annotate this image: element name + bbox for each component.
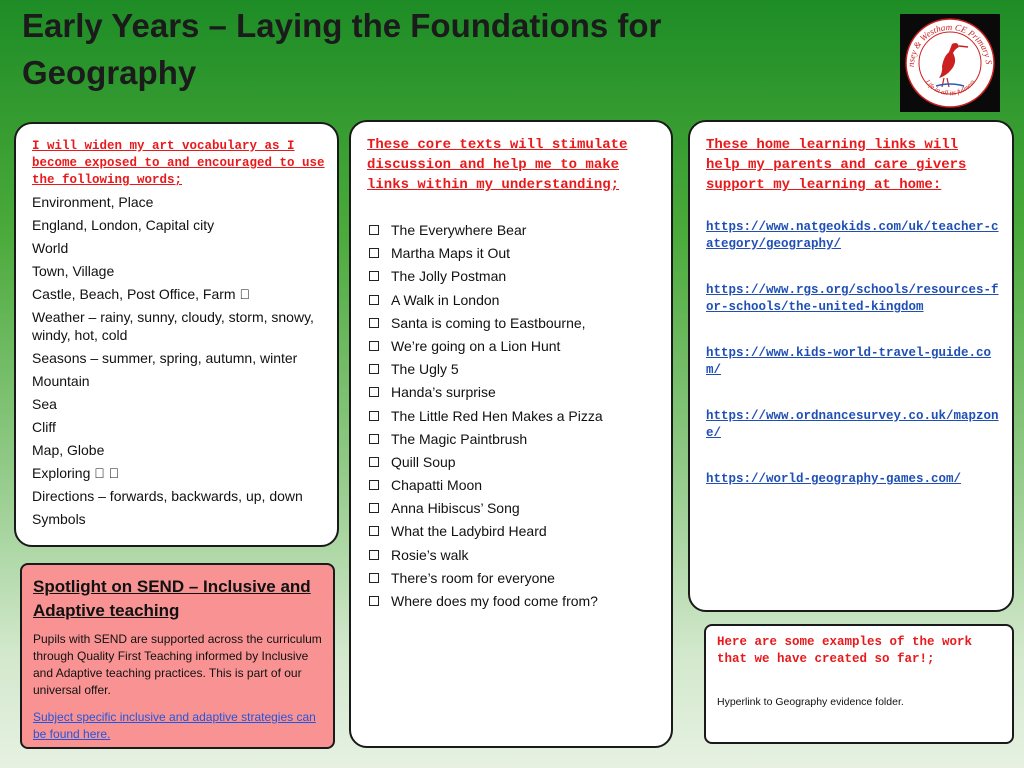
vocabulary-list: [32, 193, 327, 528]
core-texts-panel: [349, 120, 673, 748]
heron-crest-icon: [900, 14, 1000, 112]
vocabulary-item: Cliff: [32, 419, 56, 435]
logo-school-name: nsey & Westham CE Primary S: [905, 21, 995, 68]
book-item: [367, 476, 659, 494]
book-item: [367, 383, 659, 401]
logo-motto: Life in all its fullness: [923, 78, 977, 98]
checkbox-icon: [369, 364, 379, 374]
checkbox-icon: [369, 457, 379, 467]
book-title: Quill Soup: [391, 453, 456, 470]
send-spotlight-panel: [20, 563, 335, 749]
checkbox-icon: [369, 225, 379, 235]
core-texts-heading: These core texts will stimulate discussion and help me to make links within my understanding;: [367, 137, 628, 193]
vocabulary-item: Environment, Place: [32, 194, 154, 210]
book-title: There’s room for everyone: [391, 569, 555, 586]
vocabulary-item: Symbols: [32, 511, 86, 527]
vocabulary-item: Castle, Beach, Post Office, Farm: [32, 286, 236, 302]
vocabulary-item: England, London, Capital city: [32, 217, 215, 233]
work-heading: Here are some examples of the work that we have created so far!;: [717, 635, 973, 666]
book-item: [367, 522, 659, 540]
book-title: The Ugly 5: [391, 361, 459, 378]
home-learning-heading: These home learning links will help my parents and care givers support my learning at home:: [706, 137, 967, 193]
page-title: Early Years – Laying the Foundations for Geography: [22, 7, 662, 91]
send-strategies-link[interactable]: Subject specific inclusive and adaptive strategies can be found here.: [33, 710, 316, 741]
geography-games-link[interactable]: https://world-geography-games.com/: [706, 472, 962, 486]
checkbox-icon: [369, 248, 379, 258]
school-logo: [900, 14, 1000, 112]
kids-world-travel-link[interactable]: https://www.kids-world-travel-guide.com/: [706, 346, 992, 377]
book-title: Santa is coming to Eastbourne,: [391, 314, 586, 331]
checkbox-icon: [369, 341, 379, 351]
book-item: [367, 244, 659, 262]
vocabulary-item: Weather – rainy, sunny, cloudy, storm, snowy, windy, hot, cold: [32, 309, 314, 343]
book-title: Handa’s surprise: [391, 384, 496, 401]
book-item: [367, 546, 659, 564]
book-item: [367, 337, 659, 355]
vocabulary-heading: I will widen my art vocabulary as I become exposed to and encouraged to use the following words;: [32, 139, 325, 187]
book-title: We’re going on a Lion Hunt: [391, 337, 561, 354]
work-examples-panel: [704, 624, 1014, 744]
book-title: The Everywhere Bear: [391, 222, 527, 238]
checkbox-icon: [369, 318, 379, 328]
book-item: [367, 407, 659, 425]
book-item: [367, 453, 659, 471]
vocabulary-item: Mountain: [32, 373, 90, 389]
vocabulary-item: Exploring: [32, 465, 91, 481]
send-body: Pupils with SEND are supported across the curriculum through Quality First Teaching informed by Inclusive and Adaptive teaching practices. This is part of our universal offer.: [33, 632, 322, 697]
book-title: Martha Maps it Out: [391, 245, 511, 262]
book-title: The Jolly Postman: [391, 268, 507, 285]
book-item: [367, 430, 659, 448]
checkbox-icon: [369, 434, 379, 444]
book-item: [367, 360, 659, 378]
book-item: [367, 569, 659, 587]
book-title: Where does my food come from?: [391, 593, 598, 609]
book-item: [367, 592, 659, 610]
book-item: [367, 314, 659, 332]
book-item: [367, 499, 659, 517]
vocabulary-item: Sea: [32, 396, 57, 412]
vocabulary-item: Seasons – summer, spring, autumn, winter: [32, 350, 298, 366]
book-title: Rosie’s walk: [391, 546, 469, 563]
checkbox-icon: [369, 480, 379, 490]
core-texts-list: [367, 221, 659, 610]
book-item: [367, 291, 659, 309]
checkbox-icon: [369, 573, 379, 583]
book-title: The Magic Paintbrush: [391, 430, 528, 447]
send-heading: Spotlight on SEND – Inclusive and Adaptive teaching: [33, 577, 311, 620]
book-title: What the Ladybird Heard: [391, 523, 547, 540]
rgs-link[interactable]: https://www.rgs.org/schools/resources-for-schools/the-united-kingdom: [706, 283, 999, 314]
vocabulary-item: Map, Globe: [32, 442, 105, 458]
checkbox-icon: [369, 596, 379, 606]
book-title: Anna Hibiscus’ Song: [391, 500, 520, 517]
checkbox-icon: [369, 271, 379, 281]
vocabulary-panel: [14, 122, 339, 547]
vocabulary-item: World: [32, 240, 69, 256]
natgeokids-link[interactable]: https://www.natgeokids.com/uk/teacher-category/geography/: [706, 220, 999, 251]
book-title: A Walk in London: [391, 291, 500, 308]
book-item: [367, 221, 659, 239]
vocabulary-item: Town, Village: [32, 263, 115, 279]
checkbox-icon: [369, 387, 379, 397]
checkbox-icon: [369, 411, 379, 421]
checkbox-icon: [369, 503, 379, 513]
ordnancesurvey-link[interactable]: https://www.ordnancesurvey.co.uk/mapzone/: [706, 409, 999, 440]
evidence-folder-link[interactable]: Hyperlink to Geography evidence folder.: [717, 696, 904, 708]
vocabulary-item: Directions – forwards, backwards, up, down: [32, 488, 303, 504]
book-item: [367, 267, 659, 285]
home-learning-panel: [688, 120, 1014, 612]
book-title: The Little Red Hen Makes a Pizza: [391, 407, 603, 424]
book-title: Chapatti Moon: [391, 477, 483, 494]
checkbox-icon: [369, 526, 379, 536]
checkbox-icon: [369, 295, 379, 305]
checkbox-icon: [369, 550, 379, 560]
